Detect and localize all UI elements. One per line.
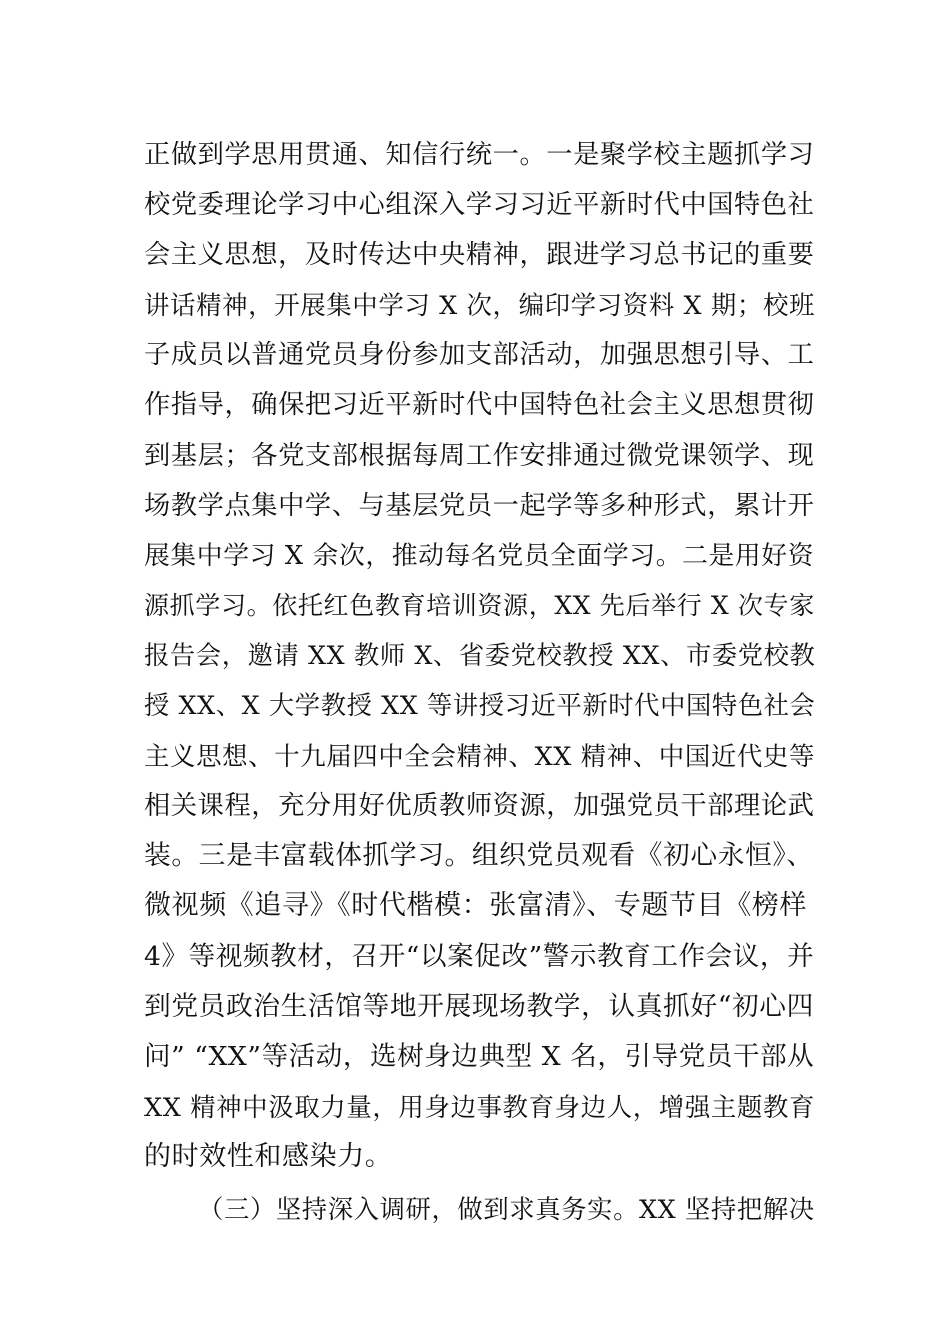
text-line: 主义思想、十九届四中全会精神、XX 精神、中国近代史等 <box>144 741 816 772</box>
text-line: 4》等视频教材，召开“以案促改”警示教育工作会议，并 <box>144 940 815 972</box>
text-line: 场教学点集中学、与基层党员一起学等多种形式，累计开 <box>144 490 815 521</box>
text-line: 微视频《追寻》《时代楷模：张富清》、专题节目《榜样 <box>144 890 807 922</box>
body-text <box>144 130 814 1234</box>
text-line: 装。三是丰富载体抓学习。组织党员观看《初心永恒》、 <box>144 840 814 872</box>
text-line: 授 XX、X 大学教授 XX 等讲授习近平新时代中国特色社会 <box>144 691 816 721</box>
text-line: 校党委理论学习中心组深入学习习近平新时代中国特色社 <box>144 190 815 221</box>
text-line: 到党员政治生活馆等地开展现场教学，认真抓好“初心四 <box>144 990 814 1022</box>
text-line: XX 精神中汲取力量，用身边事教育身边人，增强主题教育 <box>144 1091 816 1122</box>
text-line: 正做到学思用贯通、知信行统一。一是聚学校主题抓学习 <box>144 140 815 170</box>
text-line: 相关课程，充分用好优质教师资源，加强党员干部理论武 <box>144 791 815 822</box>
text-line: 问” “XX”等活动，选树身边典型 X 名，引导党员干部从 <box>144 1040 815 1072</box>
text-line: 作指导，确保把习近平新时代中国特色社会主义思想贯彻 <box>144 390 815 421</box>
text-line: 的时效性和感染力。 <box>144 1140 393 1172</box>
text-line: 报告会，邀请 XX 教师 X、省委党校教授 XX、市委党校教 <box>144 640 816 670</box>
text-line: 到基层；各党支部根据每周工作安排通过微党课领学、现 <box>144 440 815 471</box>
text-line: 展集中学习 X 余次，推动每名党员全面学习。二是用好资 <box>144 540 815 571</box>
text-line: 讲话精神，开展集中学习 X 次，编印学习资料 X 期；校班 <box>144 290 816 321</box>
text-line: 子成员以普通党员身份参加支部活动，加强思想引导、工 <box>144 340 815 371</box>
section-heading-line: （三）坚持深入调研，做到求真务实。XX 坚持把解决 <box>198 1193 815 1224</box>
text-line: 会主义思想，及时传达中央精神，跟进学习总书记的重要 <box>144 240 815 271</box>
text-line: 源抓学习。依托红色教育培训资源，XX 先后举行 X 次专家 <box>144 590 815 620</box>
